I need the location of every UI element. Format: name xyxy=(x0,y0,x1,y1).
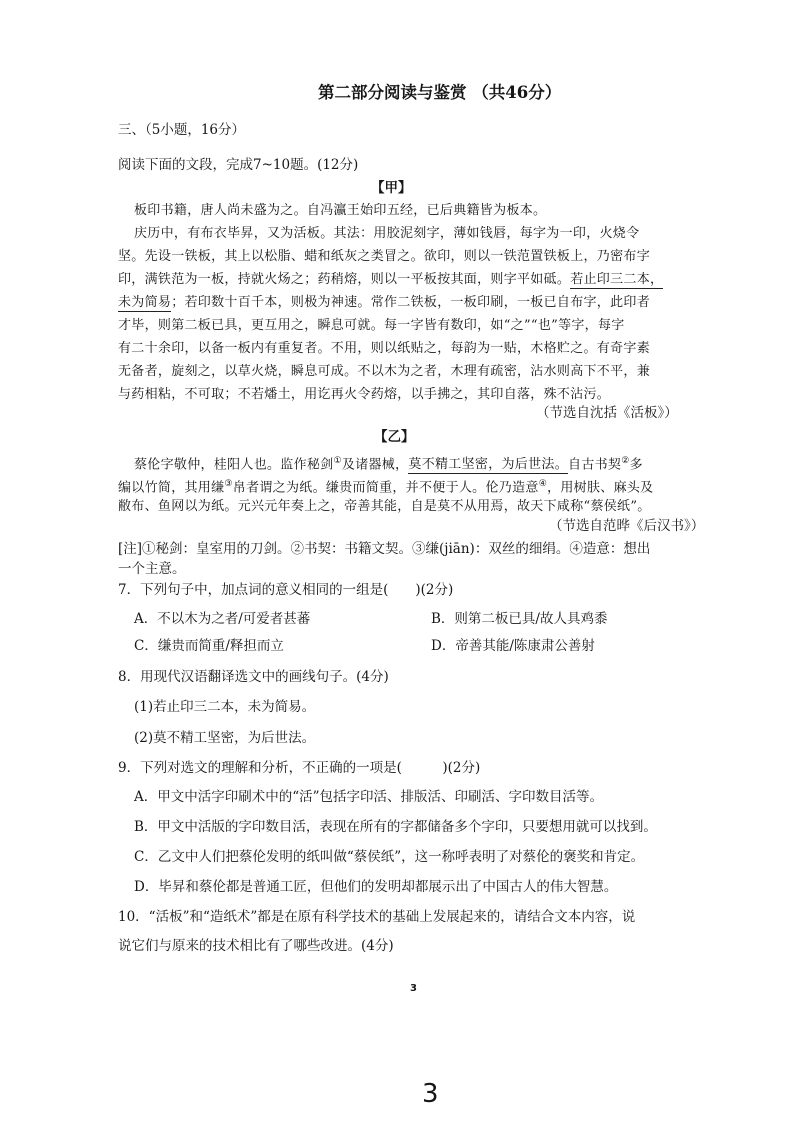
question-9-option-a: A．甲文中活字印刷术中的“活”包括字印活、排版活、印刷活、字印数目活等。 xyxy=(134,789,604,805)
footnote-marker: ④ xyxy=(538,479,548,489)
passage-b-line: 敝布、鱼网以为纸。元兴元年奏上之，帝善其能，自是莫不从用焉，故天下咸称“蔡侯纸”。 xyxy=(118,499,651,514)
page-number-large: 3 xyxy=(422,1079,439,1109)
underlined-sentence-1: 若止印三二本， xyxy=(570,272,664,287)
passage-b-text: 编以竹简，其用缣 xyxy=(118,480,225,496)
question-8-sentence-1: (1)若止印三二本，未为简易。 xyxy=(134,699,316,715)
question-9-stem: 9．下列对选文的理解和分析，不正确的一项是( )(2分) xyxy=(118,760,481,776)
passage-a-source: （节选自沈括《活板》） xyxy=(536,405,678,421)
passage-a-line: 坚。先设一铁板，其上以松脂、蜡和纸灰之类冒之。欲印，则以一铁范置铁板上，乃密布字 xyxy=(118,249,651,264)
footnote-marker: ① xyxy=(333,456,342,466)
question-7-option-b: B．则第二板已具/故人具鸡黍 xyxy=(431,611,608,627)
notes-line: 一个主意。 xyxy=(118,561,186,577)
section-header: 三、（5小题，16分） xyxy=(118,122,246,138)
underlined-sentence-2: 莫不精工坚密，为后世法。 xyxy=(408,457,569,473)
passage-a-line: 无备者，旋刻之，以草火烧，瞬息可成。不以木为之者，木理有疏密，沾水则高下不平，兼 xyxy=(118,364,651,379)
passage-a-line xyxy=(118,271,663,289)
underlined-sentence-1-end: 未为简易 xyxy=(118,295,172,310)
passage-b-source: （节选自范晔《后汉书》） xyxy=(549,518,705,534)
passage-a-text: ；若印数十百千本，则极为神速。常作二铁板，一板印刷，一板已自布字，此印者 xyxy=(171,295,651,310)
question-8-stem: 8．用现代汉语翻译选文中的画线句子。(4分) xyxy=(118,669,389,685)
question-7-option-d: D．帝善其能/陈康肃公善射 xyxy=(431,638,595,654)
passage-b-line xyxy=(118,475,653,497)
question-7-stem: 7．下列句子中，加点词的意义相同的一组是( )(2分) xyxy=(118,582,454,598)
passage-a-line: 才毕，则第二板已具，更互用之，瞬息可就。每一字皆有数印，如“之”“也”等字，每字 xyxy=(118,318,625,333)
question-9-option-d: D．毕昇和蔡伦都是普通工匠，但他们的发明却都展示出了中国古人的伟大智慧。 xyxy=(134,879,618,895)
reading-instruction: 阅读下面的文段，完成7~10题。(12分) xyxy=(118,157,359,173)
passage-a-line xyxy=(118,294,650,312)
passage-b-text: 多 xyxy=(629,457,643,473)
question-10-stem-cont: 说它们与原来的技术相比有了哪些改进。(4分) xyxy=(118,938,394,954)
passage-b-label: 【乙】 xyxy=(374,429,415,445)
passage-a-line: 与药相粘，不可取；不若燔土，用讫再火令药熔，以手拂之，其印自落，殊不沾污。 xyxy=(118,387,611,402)
footnote-marker: ② xyxy=(621,456,630,466)
question-10-stem: 10．“活板”和“造纸术”都是在原有科学技术的基础上发展起来的，请结合文本内容，说 xyxy=(118,909,636,925)
page-number-small: 3 xyxy=(410,983,417,994)
question-9-option-c: C．乙文中人们把蔡伦发明的纸叫做“蔡侯纸”，这一称呼表明了对蔡伦的褒奖和肯定。 xyxy=(134,849,645,865)
passage-a-text: 印，满铁范为一板，持就火炀之；药稍熔，则以一平板按其面，则字平如砥。 xyxy=(118,272,571,287)
passage-a-line: 板印书籍，唐人尚未盛为之。自冯瀛王始印五经，已后典籍皆为板本。 xyxy=(134,203,547,218)
question-7-option-c: C．缣贵而简重/释担而立 xyxy=(134,638,284,654)
passage-a-label: 【甲】 xyxy=(371,180,412,196)
passage-b-text: 蔡伦字敬仲，桂阳人也。监作秘剑 xyxy=(134,457,334,473)
notes-line: [注]①秘剑：皇室用的刀剑。②书契：书籍文契。③缣(jiān)：双丝的细绢。④造意：想出 xyxy=(118,541,651,557)
footnote-marker: ③ xyxy=(224,479,233,489)
passage-a-line: 有二十余印，以备一板内有重复者。不用，则以纸贴之，每韵为一贴，木格贮之。有奇字素 xyxy=(118,341,651,356)
passage-a-line: 庆历中，有布衣毕昇，又为活板。其法：用胶泥刻字，薄如钱唇，每字为一印，火烧令 xyxy=(134,226,640,241)
question-7-option-a: A．不以木为之者/可爱者甚蕃 xyxy=(134,611,311,627)
passage-b-text: 及诸器械， xyxy=(341,457,409,473)
passage-b-text: 帛者谓之为纸。缣贵而简重，并不便于人。伦乃造意 xyxy=(232,480,539,496)
question-9-option-b: B．甲文中活版的字印数目活，表现在所有的字都储备多个字印，只要想用就可以找到。 xyxy=(134,819,657,835)
question-8-sentence-2: (2)莫不精工坚密，为后世法。 xyxy=(134,730,316,746)
passage-b-text: 自古书契 xyxy=(568,457,622,473)
part-title: 第二部分阅读与鉴赏 （共46分） xyxy=(318,83,562,102)
passage-b-line xyxy=(134,452,643,474)
passage-b-text: ，用树肤、麻头及 xyxy=(547,480,654,496)
